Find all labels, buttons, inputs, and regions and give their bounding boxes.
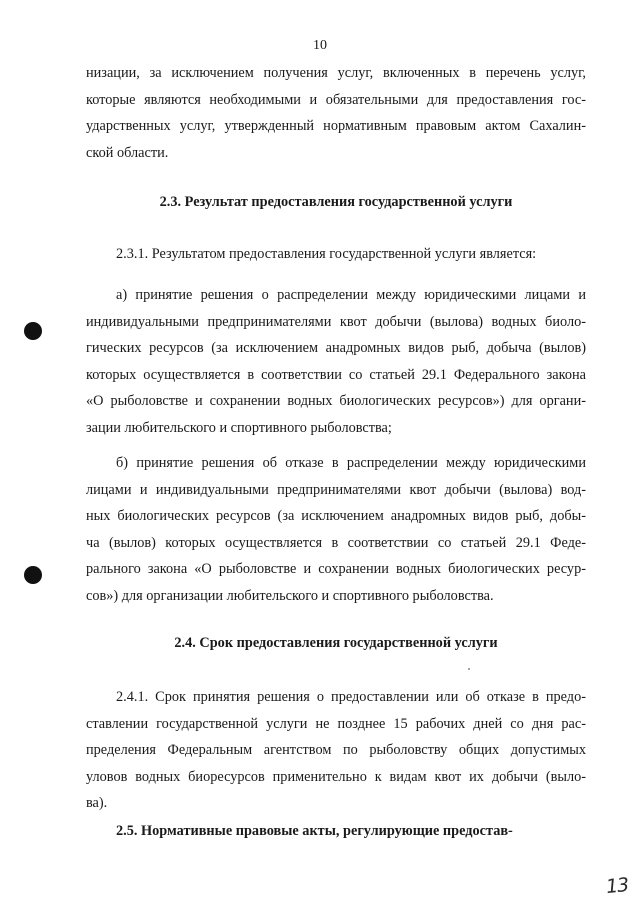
section-heading-2-3: 2.3. Результат предоставления государственной услуги	[159, 194, 513, 210]
text-line: «О рыболовстве и сохранении водных биологических ресурсов») для органи-	[86, 393, 586, 410]
text-line: ва).	[86, 795, 108, 812]
text-line: а) принятие решения о распределении между юридическими лицами и	[116, 287, 586, 303]
text-line: ской области.	[86, 144, 169, 161]
text-line: индивидуальными предпринимателями квот добычи (вылова) водных биоло-	[86, 313, 586, 330]
text-line: ча (вылов) которых осуществляется в соответствии со статьей 29.1 Феде-	[86, 534, 586, 551]
paragraph-item-a	[86, 282, 586, 442]
text-line: б) принятие решения об отказе в распределении между юридическими	[116, 455, 586, 471]
punch-hole-mark	[24, 322, 42, 340]
handwritten-page-number: 13	[604, 873, 630, 899]
section-heading-2-4: 2.4. Срок предоставления государственной услуги	[174, 635, 498, 651]
paragraph-2-3-1	[86, 241, 586, 268]
text-line: сов») для организации любительского и спортивного рыболовства.	[86, 587, 494, 604]
text-line: 2.4.1. Срок принятия решения о предоставлении или об отказе в предо-	[116, 689, 586, 705]
paragraph-2-4-1	[86, 684, 586, 817]
text-line: ударственных услуг, утвержденный нормативным правовым актом Сахалин-	[86, 118, 586, 135]
text-line: 2.3.1. Результатом предоставления государственной услуги является:	[116, 246, 537, 262]
text-line: гических ресурсов (за исключением анадромных видов рыб, добыча (вылов)	[86, 340, 586, 357]
paragraph-item-b	[86, 450, 586, 610]
text-line: зации любительского и спортивного рыболовства;	[86, 419, 392, 436]
text-line: уловов водных биоресурсов применительно к видам квот их добычи (выло-	[86, 768, 586, 785]
text-line: рального закона «О рыболовстве и сохранении водных биологических ресур-	[86, 561, 586, 578]
section-heading-2-5: 2.5. Нормативные правовые акты, регулирующие предостав-	[116, 823, 513, 839]
scan-speck	[468, 668, 470, 670]
text-line: которых осуществляется в соответствии со статьей 29.1 Федерального закона	[86, 366, 586, 383]
text-line: ных биологических ресурсов (за исключением анадромных видов рыб, добы-	[86, 508, 586, 525]
text-line: лицами и индивидуальными предпринимателями квот добычи (вылова) вод-	[86, 481, 586, 498]
paragraph-intro	[86, 60, 586, 166]
text-line: низации, за исключением получения услуг, включенных в перечень услуг,	[86, 65, 586, 81]
text-line: ставлении государственной услуги не позднее 15 рабочих дней со дня рас-	[86, 715, 586, 732]
text-line: которые являются необходимыми и обязательными для предоставления гос-	[86, 91, 586, 108]
text-line: пределения Федеральным агентством по рыболовству общих допустимых	[86, 742, 586, 759]
page-number: 10	[313, 38, 327, 53]
punch-hole-mark	[24, 566, 42, 584]
